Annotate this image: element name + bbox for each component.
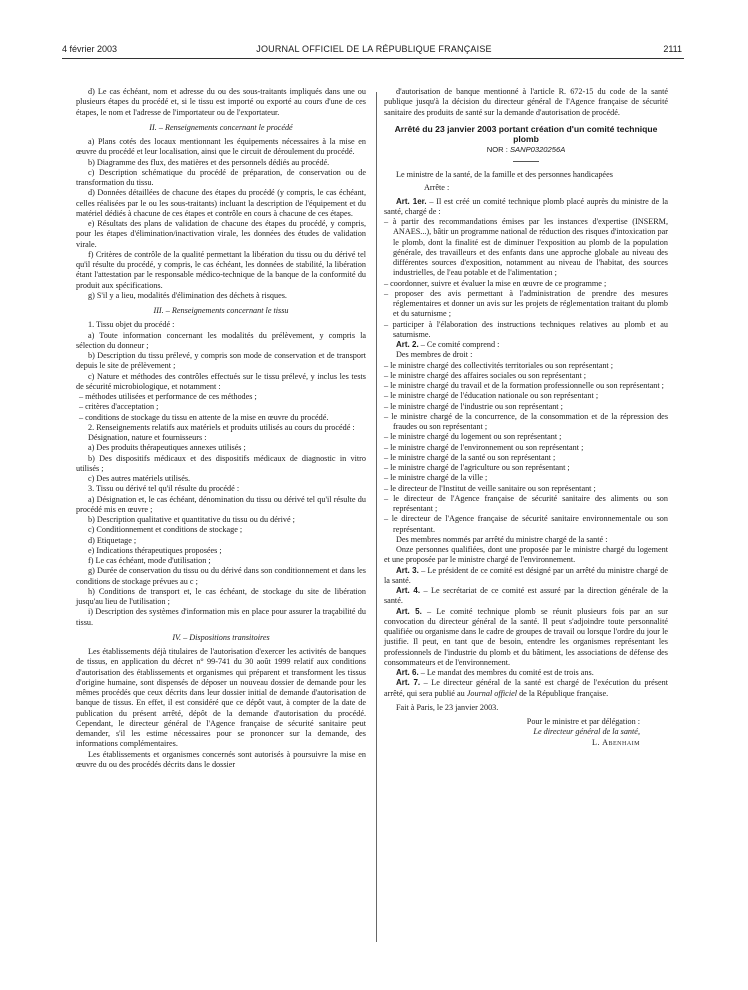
signatory-name: L. Abenhaim — [591, 737, 640, 747]
paragraph: a) Toute information concernant les modalités du prélèvement, y compris la sélection du donneur ; — [76, 330, 366, 350]
paragraph: d) Le cas échéant, nom et adresse du ou des sous-traitants impliqués dans une ou plusieurs étapes du procédé et, si le tissu est importé ou exporté au cours d'une de ces étapes, le nom et l'adresse de l'importateur ou de l'exportateur. — [76, 87, 366, 117]
journal-officiel-ref: Journal officiel — [466, 688, 518, 698]
paragraph: 1. Tissu objet du procédé : — [88, 320, 175, 330]
paragraph: b) Description du tissu prélevé, y compris son mode de conservation et de transport depuis le site de prélèvement ; — [76, 351, 366, 371]
paragraph: a) Désignation et, le cas échéant, dénomination du tissu ou dérivé tel qu'il résulte du procédé mis en œuvre ; — [76, 494, 366, 514]
paragraph: 2. Renseignements relatifs aux matériels et produits utilisés au cours du procédé : — [88, 422, 355, 432]
paragraph: a) Des produits thérapeutiques annexes utilisés ; — [88, 443, 246, 453]
article-6 — [384, 668, 668, 678]
article-7 — [384, 678, 668, 699]
article-text: – Le secrétariat de ce comité est assuré par la direction générale de la santé. — [384, 586, 669, 606]
article-label: Art. 3. — [396, 565, 419, 575]
arrete-heading: Arrête : — [424, 183, 450, 193]
paragraph: c) Des autres matériels utilisés. — [88, 474, 191, 483]
list-item: – le ministre chargé des affaires sociales ou son représentant ; — [384, 370, 587, 380]
paragraph: 3. Tissu ou dérivé tel qu'il résulte du procédé : — [88, 484, 240, 494]
list-item: – le ministre chargé de la ville ; — [384, 473, 488, 483]
article-label: Art. 7. — [396, 678, 421, 688]
title-rule — [513, 161, 539, 162]
list-item: – critères d'acceptation ; — [79, 402, 159, 412]
paragraph: d'autorisation de banque mentionné à l'article R. 672-15 du code de la santé publique jusqu'à la décision du directeur général de l'Agence française de sécurité sanitaire des produits de santé sur la demande d'autorisation de procédé. — [384, 87, 668, 117]
list-item: – méthodes utilisées et performance de ces méthodes ; — [79, 392, 257, 401]
list-item: – conditions de stockage du tissu en attente de la mise en œuvre du procédé. — [79, 412, 329, 422]
section-heading: IV. – Dispositions transitoires — [172, 632, 270, 642]
paragraph: e) Résultats des plans de validation de chacune des étapes du procédé, y compris, pour les étapes d'élimination/inactivation virale, les données des études de validation virale. — [76, 219, 366, 249]
header-journal-title: JOURNAL OFFICIEL DE LA RÉPUBLIQUE FRANÇAISE — [256, 44, 492, 54]
list-item: – le ministre chargé de la concurrence, de la consommation et de la répression des fraudes ou son représentant ; — [384, 411, 668, 431]
article-label: Art. 4. — [396, 586, 421, 595]
paragraph: g) Durée de conservation du tissu ou du dérivé dans son conditionnement et dans les conditions de stockage prévues au c ; — [76, 566, 366, 586]
list-item: – le ministre chargé de l'environnement ou son représentant ; — [384, 442, 584, 452]
article-text: – Le comité technique plomb se réunit plusieurs fois par an sur convocation du directeur général de la santé. Il peut s'adjoindre toute personnalité qualifiée ou organisme dans le cadre de groupes de travail ou lorsque l'ordre du jour le justifie. Il peut, en tant que de besoin, entendre les organismes représentant les professionnels de l'industrie du plomb et du bâtiment, les associations de défense des consommateurs et de l'environnement. — [384, 606, 669, 667]
signature-place-date: Fait à Paris, le 23 janvier 2003. — [396, 702, 499, 712]
column-separator — [376, 92, 377, 942]
paragraph: Des membres nommés par arrêté du ministre chargé de la santé : — [396, 534, 608, 544]
article-text: – Le directeur général de la santé est chargé de l'exécution du présent arrêté, qui sera publié au — [384, 678, 668, 698]
paragraph: Le ministre de la santé, de la famille et des personnes handicapées — [396, 170, 613, 179]
article-text: – Il est créé un comité technique plomb placé auprès du ministre de la santé, chargé de : — [384, 196, 668, 216]
list-item: – proposer des avis permettant à l'administration de prendre des mesures réglementaires et donner un avis sur les projets de réglementation traitant du plomb et du saturnisme ; — [384, 288, 668, 319]
nor-reference — [384, 145, 668, 155]
list-item: – le ministre chargé de l'agriculture ou son représentant ; — [384, 463, 570, 472]
paragraph: d) Etiquetage ; — [88, 535, 137, 545]
article-label: Art. 1er. — [396, 196, 427, 206]
right-column — [384, 87, 668, 748]
paragraph: h) Conditions de transport et, le cas échéant, de stockage du site de libération jusqu'au lieu de l'utilisation ; — [76, 586, 366, 606]
header-date: 4 février 2003 — [62, 44, 118, 54]
article-4 — [384, 586, 668, 607]
list-item: – le ministre chargé des collectivités territoriales ou son représentant ; — [384, 360, 614, 370]
header-page-number: 2111 — [663, 44, 682, 54]
article-label: Art. 6. — [396, 668, 419, 677]
paragraph: g) S'il y a lieu, modalités d'élimination des déchets à risques. — [88, 290, 287, 300]
paragraph: i) Description des systèmes d'information mis en place pour assurer la traçabilité du tissu. — [76, 607, 366, 627]
list-item: – à partir des recommandations émises par les instances d'expertise (INSERM, ANAES...), bâtir un programme national de réduction des risques d'intoxication par le plomb, dont la finalité est de diminuer l'exposition au plomb de la population générale, des travailleurs et des enfants dans une approche globale au niveau des différentes sources d'exposition, notamment au niveau de l'habitat, des sources industrielles, de l'eau potable et de l'alimentation ; — [384, 217, 668, 278]
article-text: – Ce comité comprend : — [418, 340, 500, 349]
article-text: – Le président de ce comité est désigné par un arrêté du ministre chargé de la santé. — [384, 565, 669, 585]
paragraph: Les établissements déjà titulaires de l'autorisation d'exercer les activités de banques de tissus, en application du décret n° 99-741 du 30 août 1999 relatif aux conditions d'autorisation des établissements et organismes qui préparent et transforment les tissus d'origine humaine, sont dispensés de déposer un nouveau dossier de demande pour les mêmes procédés que ceux décrits dans leur dossier initial de demande d'autorisation de banque de tissus. En effet, il est considéré que ce dépôt vaut, à compter de la date de publication du présent arrêté, dépôt de la demande d'autorisation du procédé. Cependant, le directeur général de l'Agence française de sécurité sanitaire peut demander, s'il les estime nécessaires pour se prononcer sur la demande, des informations complémentaires. — [76, 647, 366, 749]
nor-label: NOR : — [486, 144, 508, 154]
section-heading: II. – Renseignements concernant le procédé — [149, 122, 293, 132]
article-3 — [384, 566, 668, 587]
list-item: – le directeur de l'Institut de veille sanitaire ou son représentant ; — [384, 483, 596, 493]
delegation-line: Pour le ministre et par délégation : — [526, 717, 640, 726]
article-label: Art. 2. — [396, 340, 419, 349]
paragraph: Désignation, nature et fournisseurs : — [88, 433, 207, 442]
paragraph: d) Données détaillées de chacune des étapes du procédé (y compris, le cas échéant, celles réalisées par le ou les sous-traitants) incluant la description de l'équipement et du matériel dédiés à chacune de ces étapes et contrôle en cours à chacune de ces étapes. — [76, 188, 366, 218]
paragraph: Des membres de droit : — [396, 350, 473, 360]
paragraph: c) Nature et méthodes des contrôles effectués sur le tissu prélevé, y inclus les tests de sécurité microbiologique, et notamment : — [76, 371, 366, 391]
paragraph: e) Indications thérapeutiques proposées ; — [88, 545, 222, 555]
header-rule — [62, 58, 684, 59]
paragraph: c) Conditionnement et conditions de stockage ; — [88, 525, 243, 535]
article-5 — [384, 607, 668, 669]
paragraph: f) Le cas échéant, mode d'utilisation ; — [88, 556, 211, 565]
signatory-title: Le directeur général de la santé, — [533, 727, 640, 737]
paragraph: Onze personnes qualifiées, dont une proposée par le ministre chargé du logement et une proposée par le ministre chargé de l'environnement. — [384, 545, 668, 565]
list-item: – le ministre chargé de l'industrie ou son représentant ; — [384, 401, 563, 411]
list-item: – le ministre chargé de la santé ou son représentant ; — [384, 452, 556, 462]
paragraph: b) Diagramme des flux, des matières et des personnels dédiés au procédé. — [88, 157, 330, 167]
left-column — [76, 87, 366, 770]
page-header — [0, 44, 748, 58]
article-text: – Le mandat des membres du comité est de trois ans. — [418, 668, 594, 677]
list-item: – coordonner, suivre et évaluer la mise en œuvre de ce programme ; — [384, 278, 607, 288]
paragraph: b) Des dispositifs médicaux et des dispositifs médicaux de diagnostic in vitro utilisés ; — [76, 453, 366, 473]
list-item: – le directeur de l'Agence française de sécurité sanitaire des aliments ou son représentant ; — [384, 493, 668, 513]
nor-code: SANP0320256A — [509, 144, 566, 154]
list-item: – le ministre chargé du logement ou son représentant ; — [384, 432, 562, 442]
article-1 — [384, 197, 668, 218]
list-item: – le directeur de l'Agence française de sécurité sanitaire environnementale ou son représentant. — [384, 514, 668, 534]
paragraph: f) Critères de contrôle de la qualité permettant la libération du tissu ou du dérivé tel qu'il résulte du procédé, y compris, le cas échéant, les données de stabilité, la libération étant l'attestation par le responsable médico-technique de la banque de la conformité du produit aux spécifications. — [76, 249, 366, 290]
section-heading: III. – Renseignements concernant le tissu — [153, 306, 289, 315]
article-text: de la République française. — [517, 688, 609, 698]
article-2 — [384, 340, 668, 350]
decree-title: Arrêté du 23 janvier 2003 portant création d'un comité technique plomb — [394, 123, 658, 145]
paragraph: c) Description schématique du procédé de préparation, de conservation ou de transformation du tissu. — [76, 167, 366, 187]
paragraph: b) Description qualitative et quantitative du tissu ou du dérivé ; — [88, 515, 295, 524]
list-item: – le ministre chargé du travail et de la formation professionnelle ou son représentant ; — [384, 381, 664, 390]
paragraph: Les établissements et organismes concernés sont autorisés à poursuivre la mise en œuvre du ou des procédés décrits dans le dossier — [76, 749, 366, 769]
list-item: – participer à l'élaboration des instructions techniques relatives au plomb et au saturnisme. — [384, 319, 668, 339]
list-item: – le ministre chargé de l'éducation nationale ou son représentant ; — [384, 391, 599, 401]
article-label: Art. 5. — [396, 606, 422, 616]
paragraph: a) Plans cotés des locaux mentionnant les équipements nécessaires à la mise en œuvre du procédé et leur localisation, ainsi que le circuit de déroulement du procédé. — [76, 137, 366, 157]
